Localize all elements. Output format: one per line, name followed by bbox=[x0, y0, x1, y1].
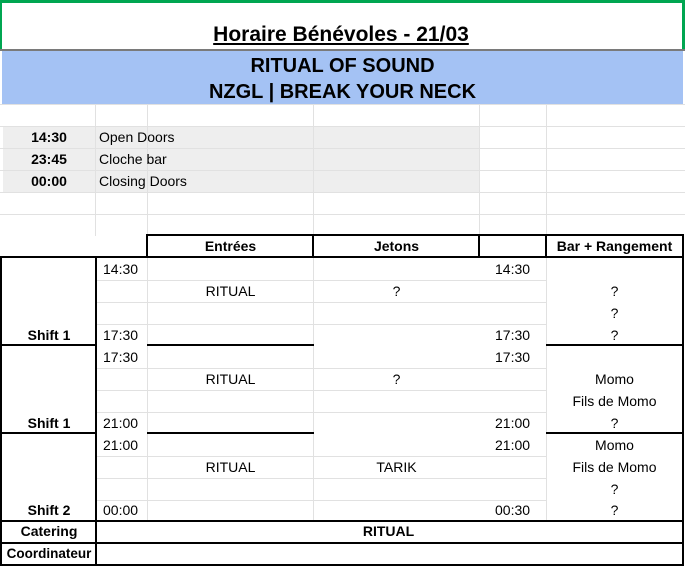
coordinateur-label: Coordinateur bbox=[6, 546, 92, 561]
jetons-assignee: ? bbox=[392, 283, 401, 299]
bar-assignee: ? bbox=[610, 283, 619, 299]
border bbox=[546, 432, 684, 434]
shift-label: Shift 2 bbox=[27, 502, 71, 518]
bar-assignee: ? bbox=[610, 327, 619, 343]
bar-end-time: 21:00 bbox=[495, 415, 531, 431]
shift-end-time: 00:00 bbox=[103, 502, 139, 518]
bar-assignee: ? bbox=[610, 415, 619, 431]
jetons-assignee: TARIK bbox=[376, 459, 417, 475]
info-label-open: Open Doors bbox=[99, 129, 175, 145]
bar-assignee: Momo bbox=[595, 437, 634, 453]
border bbox=[0, 564, 684, 566]
border bbox=[95, 256, 97, 566]
border bbox=[0, 256, 684, 258]
border bbox=[0, 542, 684, 544]
catering-value: RITUAL bbox=[362, 523, 415, 539]
info-label-bar: Cloche bar bbox=[99, 151, 167, 167]
border bbox=[0, 256, 2, 566]
border bbox=[312, 234, 314, 258]
border bbox=[682, 234, 684, 566]
border bbox=[478, 234, 480, 258]
border bbox=[545, 234, 547, 258]
shift-start-time: 17:30 bbox=[103, 349, 139, 365]
bar-start-time: 21:00 bbox=[495, 437, 531, 453]
bar-assignee: Fils de Momo bbox=[572, 393, 657, 409]
event-lineup: NZGL | BREAK YOUR NECK bbox=[208, 81, 477, 103]
border bbox=[546, 344, 684, 346]
border bbox=[147, 432, 314, 434]
shift-start-time: 14:30 bbox=[103, 261, 139, 277]
bar-assignee: ? bbox=[610, 305, 619, 321]
bar-assignee bbox=[547, 346, 682, 368]
shift-start-time: 21:00 bbox=[103, 437, 139, 453]
entrees-assignee: RITUAL bbox=[205, 283, 256, 299]
entrees-assignee: RITUAL bbox=[205, 371, 256, 387]
bar-assignee bbox=[547, 258, 682, 280]
info-label-close: Closing Doors bbox=[99, 173, 187, 189]
jetons-assignee: ? bbox=[392, 371, 401, 387]
border bbox=[146, 234, 148, 258]
shift-label: Shift 1 bbox=[27, 327, 71, 343]
sheet-top-accent bbox=[0, 0, 685, 3]
bar-assignee: Momo bbox=[595, 371, 634, 387]
bar-start-time: 14:30 bbox=[495, 261, 531, 277]
border bbox=[0, 520, 684, 522]
event-name: RITUAL OF SOUND bbox=[250, 55, 435, 77]
header-jetons: Jetons bbox=[373, 238, 420, 254]
info-time-open: 14:30 bbox=[31, 129, 67, 145]
bar-start-time: 17:30 bbox=[495, 349, 531, 365]
schedule-title: Horaire Bénévoles - 21/03 bbox=[213, 23, 469, 46]
catering-label: Catering bbox=[20, 523, 78, 539]
info-time-close: 00:00 bbox=[31, 173, 67, 189]
bar-end-time: 17:30 bbox=[495, 327, 531, 343]
shift-label: Shift 1 bbox=[27, 415, 71, 431]
bar-assignee: Fils de Momo bbox=[572, 459, 657, 475]
info-time-bar: 23:45 bbox=[31, 151, 67, 167]
header-entrees: Entrées bbox=[204, 238, 257, 254]
shift-end-time: 21:00 bbox=[103, 415, 139, 431]
border bbox=[0, 432, 97, 434]
bar-assignee: ? bbox=[610, 502, 619, 518]
bar-end-time: 00:30 bbox=[495, 502, 531, 518]
border bbox=[147, 344, 314, 346]
entrees-assignee: RITUAL bbox=[205, 459, 256, 475]
border bbox=[0, 344, 97, 346]
border bbox=[146, 234, 684, 236]
bar-assignee: ? bbox=[610, 481, 619, 497]
header-bar-rangement: Bar + Rangement bbox=[556, 238, 673, 254]
shift-end-time: 17:30 bbox=[103, 327, 139, 343]
